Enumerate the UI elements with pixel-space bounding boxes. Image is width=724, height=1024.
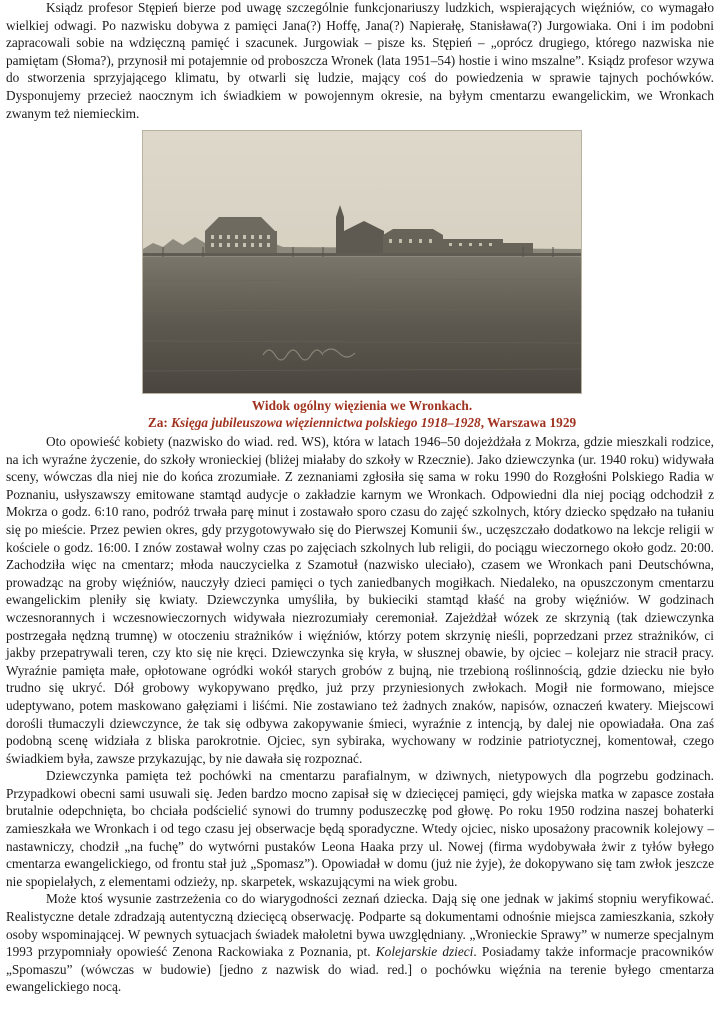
photo-caption: Widok ogólny więzienia we Wronkach. [251,398,473,413]
credibility-title: Kolejarskie dzieci [375,944,474,960]
photo-source-title: Księga jubileuszowa więziennictwa polskiego 1918–1928 [171,415,481,430]
photo-source [0,414,724,431]
prison-photo-image [143,131,581,393]
text-column-bottom [6,433,714,996]
credibility-text-end: . Posiadamy także informacje pracowników „Spomaszu” (wówczas w budowie) [jedno z nazwisk do wiad. red.] o pochówku więźnia na terenie byłego cmentarza ewangelickiego nocą. [6,944,714,995]
photo-source-suffix: , Warszawa 1929 [480,415,577,430]
credibility-text-start: Może ktoś wysunie zastrzeżenia co do wiarygodności zeznań dziecka. Dają się one jednak w jakimś stopniu weryfikować. Realistyczne detale zdradzają autentyczną dziecięcą obserwację. Podparte są dokumentami odnośnie miejsca zamieszkania, szkoły osoby wspominającej. W pewnych sytuacjach świadek małoletni bywa uwzględniany. „Wronieckie Sprawy” w numerze specjalnym 1993 przypomniały opowieść Zenona Rackowiaka z Poznania, pt. [6,891,714,960]
paragraph-burials: Dziewczynka pamięta też pochówki na cmentarzu parafialnym, w dziwnych, nietypowych dla pogrzebu godzinach. Przypadkowi obecni sami usuwali się. Jeden bardzo mocno zapisał się w dziecięcej pamięci, gdy wiejska matka w zapasce została brutalnie odepchnięta, bo chciała podścielić synowi do trumny poduszeczkę pod głowę. Po roku 1950 rodzina naszej bohaterki zamieszkała we Wronkach i od tego czasu jej obserwacje będą sporadyczne. Wtedy ojciec, nisko uposażony pracownik kolejowy – nastawniczy, chodził „na fuchę” do wytwórni pustaków Leona Haaka przy ul. Nowej (firma wydobywała żwir z tyłów byłego cmentarza ewangelickiego, od frontu stał już „Spomasz”). Opowiadał w domu (już nie żyje), że dokopywano się tam zwłok jeszcze nie spopielałych, z elementami odzieży, np. skarpetek, wskazującymi na wiek grobu. [6,768,714,889]
paragraph-stepien: Ksiądz profesor Stępień bierze pod uwagę szczególnie funkcjonariuszy ludzkich, wspierających więźniów, co wymagało wielkiej odwagi. Po nazwisku dobywa z pamięci Jana(?) Hoffę, Jana(?) Napierałę, Stanisława(?) Jurgowiaka. Oni i im podobni zapracowali sobie na wdzięczną pamięć i szacunek. Jurgowiak – pisze ks. Stępień – „oprócz drugiego, którego nazwiska nie pamiętam (Słoma?), przynosił mi potajemnie od proboszcza Wronek (lata 1951–54) hostie i wino mszalne”. Ksiądz profesor wzywa do stworzenia sprzyjającego klimatu, by otwarli się ludzie, mający coś do powiedzenia w sprawie tajnych pochówków. Dysponujemy przecież naocznym ich świadkiem w powojennym okresie, na byłym cmentarzu ewangelickim, we Wronkach zwanym też niemieckim. [6,0,714,121]
text-column-top [6,0,714,122]
paragraph-testimony: Oto opowieść kobiety (nazwisko do wiad. red. WS), która w latach 1946–50 dojeżdżała z Mokrza, gdzie mieszkali rodzice, na ich wyraźne życzenie, do szkoły wronieckiej (bliżej miałaby do szkoły w Rzecznie). Jako dziewczynka (ur. 1940 roku) widywała sceny, wówczas dla niej nie do końca zrozumiałe. Z zeznaniami zgłosiła się sama w roku 1990 do Rozgłośni Polskiego Radia w Poznaniu, usłyszawszy emitowane stamtąd audycje o zakładzie karnym we Wronkach. Odpowiedni dla niej pociąg odchodził z Mokrza o godz. 6:10 rano, podróż trwała parę minut i zostawało sporo czasu do zajęć szkolnych, który dziecko spędzało na tułaniu się po mieście. Przez pewien okres, gdy przygotowywało się do Pierwszej Komunii św., uczęszczało dodatkowo na lekcje religii w kościele o godz. 16:00. I znów zostawał wolny czas po zajęciach szkolnych lub religii, do pociągu wieczornego około godz. 20:00. Zachodziła więc na cmentarz; młoda nauczycielka z Szamotuł (nazwisko uleciało), czasem we Wronkach pani Deutschówna, prowadząc na groby więźniów, nauczyły dzieci pamięci o tych zaniedbanych mogiłkach. Niedaleko, na opuszczonym cmentarzu ewangelickim pleniły się kwiaty. Dziewczynka umyśliła, by bukieciki stamtąd kłaść na groby więźniów. W godzinach wczesnorannych i wczesnowieczornych widywała niezrozumiały ceremoniał. Zajeżdżał wózek ze skrzynią (tak dziewczynka postrzegała nędzną trumnę) w otoczeniu strażników i więźniów, którzy potem skrzynię nieśli, poprzedzani przez strażników, ci jakby przepatrywali teren, czy kto się nie kręci. Dziewczynka się kryła, w słusznej obawie, by ojciec – kolejarz nie stracił pracy. Wyraźnie pamięta małe, opłotowane ogródki wokół starych grobów z bujną, nie trzebioną roślinnością, gdzie dziecku nie było trudno się ukryć. Dół grobowy wykopywano prędko, już przy przyniesionych zwłokach. Mogił nie formowano, miejsce udeptywano, potem maskowano gałęziami i liśćmi. Nie zostawiano też żadnych znaków, napisów, oznaczeń kwatery. Miejscowi dorośli tłumaczyli dziewczynce, że tak się odbywa zakopywanie śmieci, wyraźnie z intencją, by dalej nie opowiadała. Ona zaś podobną scenę widziała z bliska parokrotnie. Ojciec, syn sybiraka, wychowany w rodzinie patriotycznej, komentował, czego świadkiem była, zawsze przykazując, by nie dawała się rozpoznać. [6,434,714,766]
prison-photo [142,130,582,394]
photo-source-prefix: Za: [147,415,172,430]
paragraph-credibility [6,890,714,996]
